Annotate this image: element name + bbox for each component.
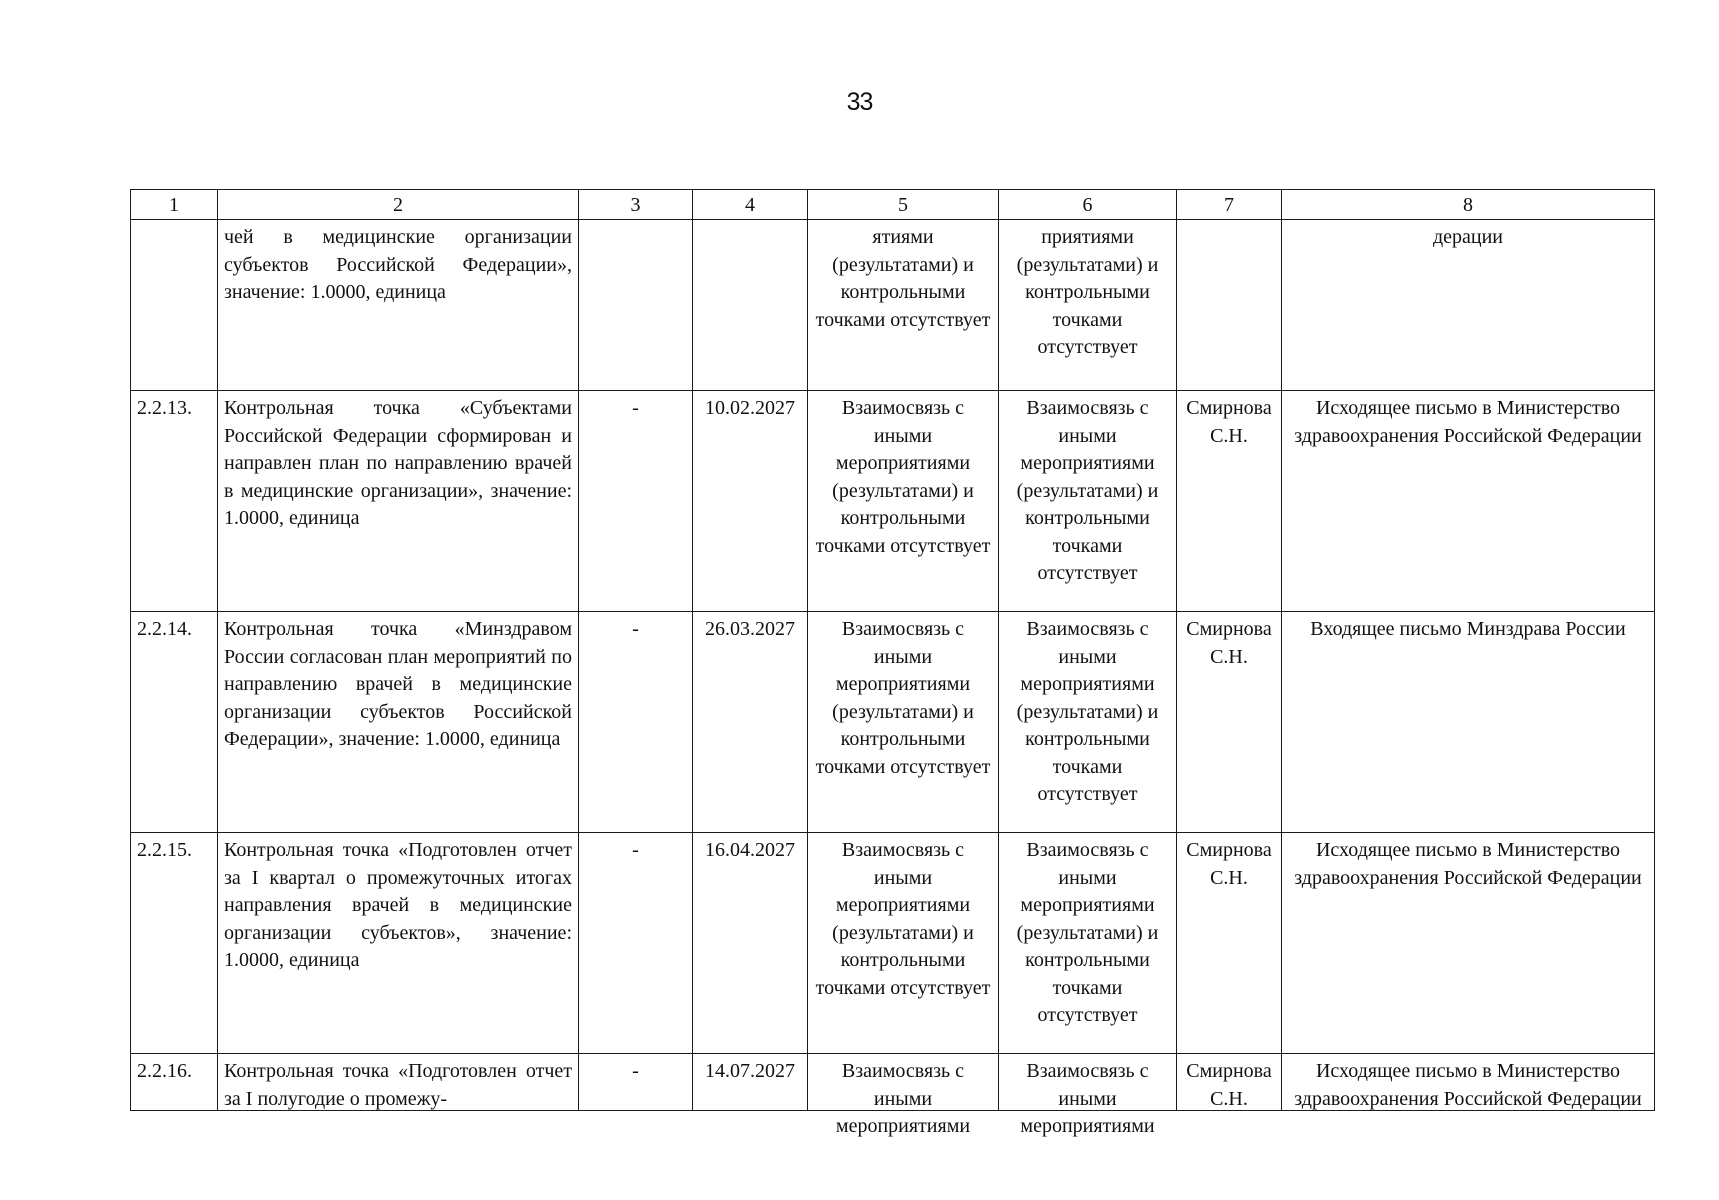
row-description (218, 1054, 579, 1111)
header-col-6: 6 (999, 190, 1177, 220)
row-relation-1: Взаимосвязь с иными мероприятиями (результатами) и контрольными точками отсутствует (808, 833, 999, 1054)
row-number: 2.2.14. (131, 612, 218, 833)
row-document: дерации (1282, 220, 1655, 391)
row-relation-2-text: Взаимосвязь с иными мероприятиями (1020, 1060, 1155, 1137)
header-col-3: 3 (579, 190, 693, 220)
row-relation-2 (999, 1054, 1177, 1137)
row-date (693, 220, 808, 391)
row-description: Контрольная точка «Подготовлен отчет за I квартал о промежуточных итогах направления врачей в медицинские организации субъектов», значение: 1.0000, единица (218, 833, 579, 1054)
row-col3: - (579, 833, 693, 1054)
table-row (131, 833, 1655, 1054)
row-description: чей в медицинские организации субъектов Российской Федерации», значение: 1.0000, единица (218, 220, 579, 391)
row-document (1282, 1054, 1655, 1111)
row-responsible (1177, 1054, 1282, 1111)
plan-table (130, 189, 1655, 1137)
row-col3: - (579, 612, 693, 833)
table-row (131, 612, 1655, 833)
row-number (131, 1054, 218, 1111)
row-responsible: Смирнова С.Н. (1177, 612, 1282, 833)
row-col3 (579, 1054, 693, 1111)
header-col-2: 2 (218, 190, 579, 220)
header-col-4: 4 (693, 190, 808, 220)
row-number (131, 220, 218, 391)
row-col3-text: - (632, 1060, 639, 1082)
row-col3: - (579, 391, 693, 612)
row-relation-1: ятиями (результатами) и контрольными точками отсутствует (808, 220, 999, 391)
row-document: Исходящее письмо в Министерство здравоохранения Российской Федерации (1282, 391, 1655, 612)
row-relation-2: приятиями (результатами) и контрольными точками отсутствует (999, 220, 1177, 391)
header-col-1: 1 (131, 190, 218, 220)
row-responsible: Смирнова С.Н. (1177, 391, 1282, 612)
row-col3 (579, 220, 693, 391)
row-date: 16.04.2027 (693, 833, 808, 1054)
row-number: 2.2.15. (131, 833, 218, 1054)
page-number: 33 (846, 88, 873, 116)
row-description: Контрольная точка «Субъектами Российской Федерации сформирован и направлен план по направлению врачей в медицинские организации», значение: 1.0000, единица (218, 391, 579, 612)
table-row (131, 220, 1655, 391)
row-relation-1-text: Взаимосвязь с иными мероприятиями (835, 1060, 971, 1137)
header-row (131, 190, 1655, 220)
row-description-text: Контрольная точка «Подготовлен отчет за I полугодие о промежу- (224, 1060, 572, 1110)
row-description: Контрольная точка «Минздравом России согласован план мероприятий по направлению врачей в медицинские организации субъектов Российской Федерации», значение: 1.0000, единица (218, 612, 579, 833)
row-responsible: Смирнова С.Н. (1177, 833, 1282, 1054)
header-col-7: 7 (1177, 190, 1282, 220)
row-relation-1: Взаимосвязь с иными мероприятиями (результатами) и контрольными точками отсутствует (808, 612, 999, 833)
row-date-text: 14.07.2027 (705, 1060, 795, 1082)
row-relation-2: Взаимосвязь с иными мероприятиями (результатами) и контрольными точками отсутствует (999, 833, 1177, 1054)
row-relation-2: Взаимосвязь с иными мероприятиями (результатами) и контрольными точками отсутствует (999, 391, 1177, 612)
header-col-8: 8 (1282, 190, 1655, 220)
row-date (693, 1054, 808, 1111)
row-relation-1: Взаимосвязь с иными мероприятиями (результатами) и контрольными точками отсутствует (808, 391, 999, 612)
row-number-text: 2.2.16. (137, 1060, 192, 1082)
row-number: 2.2.13. (131, 391, 218, 612)
row-responsible (1177, 220, 1282, 391)
table-row (131, 391, 1655, 612)
row-document: Входящее письмо Минздрава России (1282, 612, 1655, 833)
row-responsible-text: Смирнова С.Н. (1186, 1060, 1272, 1110)
row-relation-1 (808, 1054, 999, 1137)
row-date: 10.02.2027 (693, 391, 808, 612)
table-row (131, 1054, 1655, 1111)
row-relation-2: Взаимосвязь с иными мероприятиями (результатами) и контрольными точками отсутствует (999, 612, 1177, 833)
header-col-5: 5 (808, 190, 999, 220)
row-document-text: Исходящее письмо в Министерство здравоохранения Российской Федерации (1294, 1060, 1642, 1110)
row-date: 26.03.2027 (693, 612, 808, 833)
row-document: Исходящее письмо в Министерство здравоохранения Российской Федерации (1282, 833, 1655, 1054)
